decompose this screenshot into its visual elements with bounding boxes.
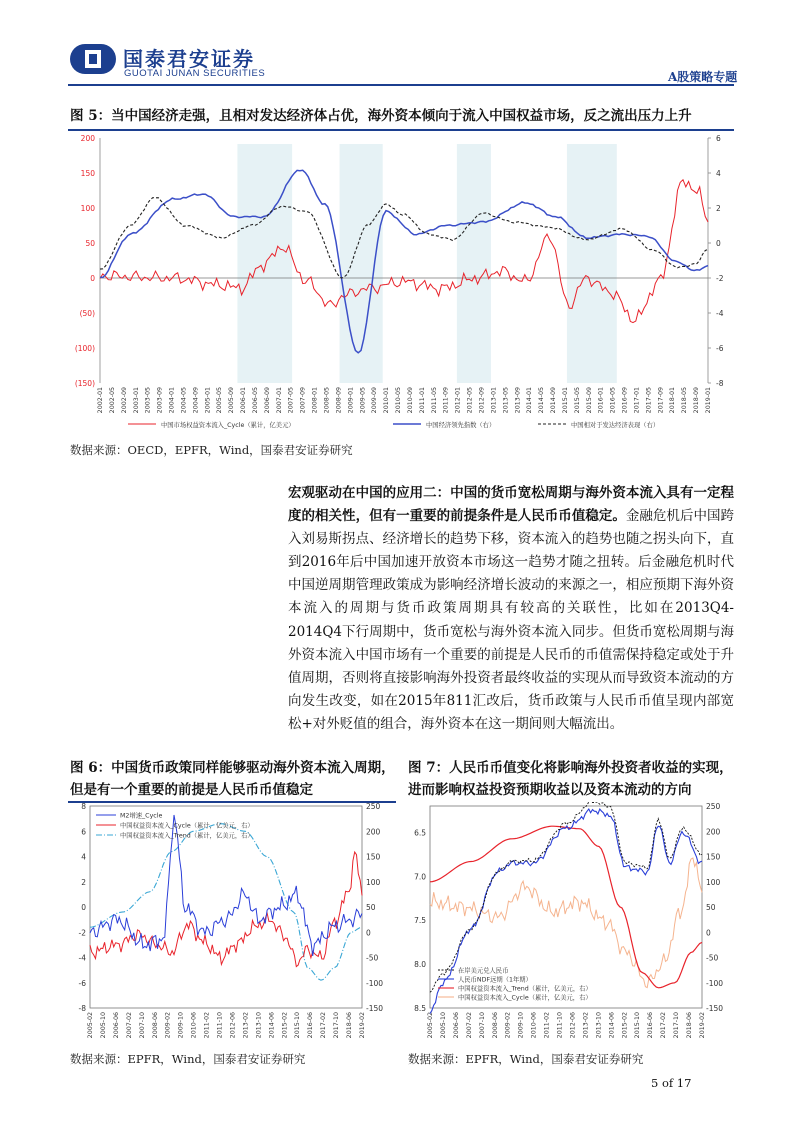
x-tick-label: 2003-05 — [144, 387, 152, 414]
legend-label: 中国经济领先指数（右） — [426, 422, 496, 429]
right-tick-label: 200 — [366, 827, 381, 837]
x-tick-label: 2007-05 — [287, 387, 295, 414]
x-tick-label: 2003-01 — [132, 387, 140, 414]
left-tick-label: 200 — [80, 134, 95, 143]
x-tick-label: 2004-01 — [168, 387, 176, 414]
x-tick-label: 2013-05 — [502, 387, 510, 414]
x-tick-label: 2011-10 — [556, 1012, 564, 1039]
x-tick-label: 2010-09 — [406, 387, 414, 414]
x-tick-label: 2009-10 — [517, 1012, 525, 1039]
x-tick-label: 2017-02 — [320, 1012, 328, 1039]
figure5-chart — [68, 132, 736, 436]
x-tick-label: 2018-05 — [681, 387, 689, 414]
shaded-band-3 — [457, 144, 491, 383]
right-tick-label: 100 — [706, 877, 721, 887]
x-tick-label: 2011-02 — [203, 1012, 211, 1039]
x-tick-label: 2013-10 — [595, 1012, 603, 1039]
x-tick-label: 2013-02 — [242, 1012, 250, 1039]
x-tick-label: 2005-10 — [439, 1012, 447, 1039]
left-tick-label: 4 — [81, 852, 86, 862]
x-tick-label: 2011-10 — [216, 1012, 224, 1039]
brand-name-en: GUOTAI JUNAN SECURITIES — [124, 68, 266, 79]
left-tick-label: 0 — [90, 274, 95, 283]
left-tick-label: 0 — [81, 903, 86, 912]
x-tick-label: 2017-10 — [673, 1012, 681, 1039]
x-tick-label: 2006-06 — [112, 1012, 120, 1039]
x-tick-label: 2019-02 — [359, 1012, 366, 1039]
x-tick-label: 2015-01 — [561, 387, 569, 414]
figure7-chart — [408, 802, 734, 1045]
x-tick-label: 2012-05 — [466, 387, 474, 414]
x-tick-label: 2007-02 — [465, 1012, 473, 1039]
x-tick-label: 2015-02 — [281, 1012, 289, 1039]
x-tick-label: 2007-09 — [299, 387, 307, 414]
x-tick-label: 2019-02 — [699, 1012, 706, 1039]
figure6-chart — [70, 802, 398, 1045]
right-tick-label: -2 — [716, 274, 724, 283]
x-tick-label: 2009-10 — [177, 1012, 185, 1039]
x-tick-label: 2017-01 — [633, 387, 641, 414]
x-tick-label: 2012-01 — [454, 387, 462, 414]
figure7-rule — [68, 801, 394, 803]
right-tick-label: -4 — [716, 309, 724, 318]
x-tick-label: 2006-09 — [263, 387, 271, 414]
right-tick-label: 200 — [706, 827, 721, 837]
x-tick-label: 2002-01 — [97, 387, 104, 414]
figure5-title: 图 5：当中国经济走强，且相对发达经济体占优，海外资本倾向于流入中国权益市场，反之流出压力上升 — [70, 108, 692, 124]
x-tick-label: 2016-01 — [597, 387, 605, 414]
x-tick-label: 2002-05 — [108, 387, 116, 414]
right-tick-label: -50 — [706, 953, 719, 963]
company-logo — [70, 44, 116, 74]
left-tick-label: 7.5 — [414, 916, 426, 926]
x-tick-label: 2007-02 — [125, 1012, 133, 1039]
legend-label: 中国权益资本流入_Cycle（累计，亿美元，右） — [458, 994, 592, 1002]
right-tick-label: -100 — [706, 978, 724, 988]
right-tick-label: 50 — [706, 903, 716, 912]
right-tick-label: 2 — [716, 204, 721, 213]
x-tick-label: 2010-01 — [383, 387, 391, 414]
x-tick-label: 2005-02 — [427, 1012, 434, 1039]
right-tick-label: -150 — [366, 1004, 384, 1013]
left-tick-label: (100) — [74, 344, 95, 353]
left-tick-label: 6.5 — [414, 828, 426, 838]
x-tick-label: 2017-09 — [657, 387, 665, 414]
x-tick-label: 2011-02 — [543, 1012, 551, 1039]
x-tick-label: 2015-10 — [294, 1012, 302, 1039]
right-tick-label: 100 — [366, 877, 381, 887]
right-tick-label: -150 — [706, 1004, 724, 1013]
left-tick-label: 50 — [85, 239, 95, 248]
page-number: 5 of 17 — [651, 1076, 692, 1090]
right-tick-label: 150 — [366, 852, 381, 862]
shaded-band-4 — [567, 144, 617, 383]
x-tick-label: 2008-06 — [491, 1012, 499, 1039]
x-tick-label: 2006-05 — [251, 387, 259, 414]
left-tick-label: 8.5 — [414, 1004, 426, 1013]
x-tick-label: 2008-06 — [151, 1012, 159, 1039]
right-tick-label: -100 — [366, 978, 384, 988]
x-tick-label: 2009-09 — [371, 387, 379, 414]
x-tick-label: 2009-01 — [347, 387, 355, 414]
x-tick-label: 2013-02 — [582, 1012, 590, 1039]
x-tick-label: 2012-06 — [229, 1012, 237, 1039]
x-tick-label: 2014-01 — [526, 387, 534, 414]
x-tick-label: 2008-05 — [323, 387, 331, 414]
figure6-title-line1: 图 6：中国货币政策同样能够驱动海外资本流入周期， — [70, 760, 395, 776]
x-tick-label: 2005-10 — [99, 1012, 107, 1039]
legend-label: 在岸美元兑人民币 — [458, 967, 509, 975]
x-tick-label: 2019-01 — [705, 387, 712, 414]
x-tick-label: 2005-09 — [228, 387, 236, 414]
x-tick-label: 2014-06 — [268, 1012, 276, 1039]
left-tick-label: -4 — [78, 953, 86, 963]
figure7-title — [408, 757, 738, 801]
shaded-band-1 — [237, 144, 292, 383]
x-tick-label: 2012-06 — [569, 1012, 577, 1039]
x-tick-label: 2011-05 — [430, 387, 438, 414]
x-tick-label: 2014-05 — [538, 387, 546, 414]
right-tick-label: 250 — [706, 802, 721, 811]
x-tick-label: 2004-09 — [192, 387, 200, 414]
right-tick-label: 50 — [366, 903, 376, 912]
x-tick-label: 2007-10 — [478, 1012, 486, 1039]
x-tick-label: 2015-02 — [621, 1012, 629, 1039]
x-tick-label: 2009-02 — [164, 1012, 172, 1039]
x-tick-label: 2010-06 — [530, 1012, 538, 1039]
x-tick-label: 2006-06 — [452, 1012, 460, 1039]
right-tick-label: -6 — [716, 344, 724, 353]
x-tick-label: 2018-09 — [693, 387, 701, 414]
x-tick-label: 2010-06 — [190, 1012, 198, 1039]
legend-label: M2增速_Cycle — [120, 812, 163, 820]
paragraph-bold: 宏观驱动在中国的应用二：中国的货币宽松周期与海外资本流入具有一定程度的相关性，但有一重要的前提条件是人民币币值稳定。 — [288, 485, 734, 525]
x-tick-label: 2008-01 — [311, 387, 319, 414]
right-tick-label: -50 — [366, 953, 379, 963]
x-tick-label: 2002-09 — [120, 387, 128, 414]
left-tick-label: 2 — [81, 877, 86, 887]
right-tick-label: 0 — [706, 928, 711, 938]
header-rule — [68, 84, 734, 86]
x-tick-label: 2016-09 — [621, 387, 629, 414]
figure6-source: 数据来源：EPFR，Wind，国泰君安证券研究 — [70, 1052, 306, 1066]
brand-name-cn: 国泰君安证券 — [123, 47, 255, 71]
left-tick-label: 7.0 — [414, 872, 426, 882]
x-tick-label: 2017-10 — [333, 1012, 341, 1039]
legend-label: 中国权益资本流入_Trend（累计，亿美元，右） — [458, 985, 592, 993]
x-tick-label: 2018-01 — [669, 387, 677, 414]
left-tick-label: 6 — [81, 827, 86, 837]
left-tick-label: -6 — [78, 978, 86, 988]
x-tick-label: 2009-05 — [359, 387, 367, 414]
x-tick-label: 2005-01 — [204, 387, 212, 414]
legend-label: 中国相对于发达经济表现（右） — [571, 422, 660, 429]
x-tick-label: 2013-10 — [255, 1012, 263, 1039]
x-tick-label: 2005-02 — [87, 1012, 94, 1039]
x-tick-label: 2011-09 — [442, 387, 450, 414]
x-tick-label: 2015-05 — [573, 387, 581, 414]
right-tick-label: 4 — [716, 169, 721, 178]
right-tick-label: 0 — [366, 928, 371, 938]
x-tick-label: 2014-09 — [550, 387, 558, 414]
body-paragraph — [288, 482, 734, 736]
x-tick-label: 2011-01 — [418, 387, 426, 414]
x-tick-label: 2017-02 — [660, 1012, 668, 1039]
x-tick-label: 2008-09 — [335, 387, 343, 414]
x-tick-label: 2016-05 — [609, 387, 617, 414]
left-tick-label: (50) — [79, 309, 95, 318]
right-tick-label: 6 — [716, 134, 721, 143]
figure7-title-line2: 进而影响权益投资预期收益以及资本流动的方向 — [408, 782, 692, 798]
right-tick-label: 150 — [706, 852, 721, 862]
report-type: A股策略专题 — [668, 70, 738, 84]
figure7-title-line1: 图 7：人民币币值变化将影响海外投资者收益的实现， — [408, 760, 733, 776]
figure7-source: 数据来源：EPFR，Wind，国泰君安证券研究 — [408, 1052, 644, 1066]
x-tick-label: 2003-09 — [156, 387, 164, 414]
left-tick-label: 8 — [81, 802, 86, 811]
series-inflow-cycle — [90, 852, 362, 967]
legend-label: 中国权益资本流入_Cycle（累计，亿美元，右） — [120, 822, 254, 830]
right-tick-label: -8 — [716, 379, 724, 388]
right-tick-label: 250 — [366, 802, 381, 811]
legend-label: 中国权益资本流入_Trend（累计，亿美元，右） — [120, 832, 254, 840]
left-tick-label: 8.0 — [414, 960, 426, 970]
x-tick-label: 2015-10 — [634, 1012, 642, 1039]
x-tick-label: 2015-09 — [585, 387, 593, 414]
x-tick-label: 2017-05 — [645, 387, 653, 414]
legend-label: 中国市场权益资本流入_Cycle（累计，亿美元） — [161, 422, 295, 429]
x-tick-label: 2013-09 — [514, 387, 522, 414]
x-tick-label: 2016-06 — [307, 1012, 315, 1039]
left-tick-label: 150 — [80, 169, 95, 178]
x-tick-label: 2007-10 — [138, 1012, 146, 1039]
left-tick-label: -2 — [78, 928, 86, 938]
paragraph-body: 金融危机后中国跨入刘易斯拐点、经济增长的趋势下移，资本流入的趋势也随之拐头向下，直到2016年后中国加速开放资本市场这一趋势才随之扭转。后金融危机时代中国逆周期管理政策成为影响经济增长波动的来源之一，相应预期下海外资本流入的周期与货币政策周期具有较高的关联性，比如在2013Q4-2014Q4下行周期中，货币宽松与海外资本流入同步。但货币宽松周期与海外资本流入中国市场有一个重要的前提是人民币的币值需保持稳定或处于升值周期，否则将直接影响海外投资者最终收益的实现从而导致资本流动的方向发生改变，如在2015年811汇改后，货币政策与人民币币值呈现内部宽松+对外贬值的组合，海外资本在这一期间则大幅流出。 — [288, 508, 734, 732]
figure6-title — [70, 757, 400, 801]
right-tick-label: 0 — [716, 239, 721, 248]
x-tick-label: 2009-02 — [504, 1012, 512, 1039]
x-tick-label: 2016-06 — [647, 1012, 655, 1039]
x-tick-label: 2004-05 — [180, 387, 188, 414]
x-tick-label: 2007-01 — [275, 387, 283, 414]
x-tick-label: 2012-09 — [478, 387, 486, 414]
left-tick-label: (150) — [74, 379, 95, 388]
x-tick-label: 2005-05 — [216, 387, 224, 414]
x-tick-label: 2013-01 — [490, 387, 498, 414]
figure5-rule — [68, 129, 734, 131]
left-tick-label: 100 — [80, 204, 95, 213]
x-tick-label: 2014-06 — [608, 1012, 616, 1039]
x-tick-label: 2010-05 — [395, 387, 403, 414]
x-tick-label: 2006-01 — [240, 387, 248, 414]
figure5-source: 数据来源：OECD，EPFR，Wind，国泰君安证券研究 — [70, 443, 353, 457]
legend-label: 人民币NDF远期（1年期） — [458, 976, 532, 984]
x-tick-label: 2018-06 — [346, 1012, 354, 1039]
x-tick-label: 2018-06 — [686, 1012, 694, 1039]
figure6-title-line2: 但是有一个重要的前提是人民币币值稳定 — [70, 782, 313, 798]
left-tick-label: -8 — [78, 1004, 86, 1013]
